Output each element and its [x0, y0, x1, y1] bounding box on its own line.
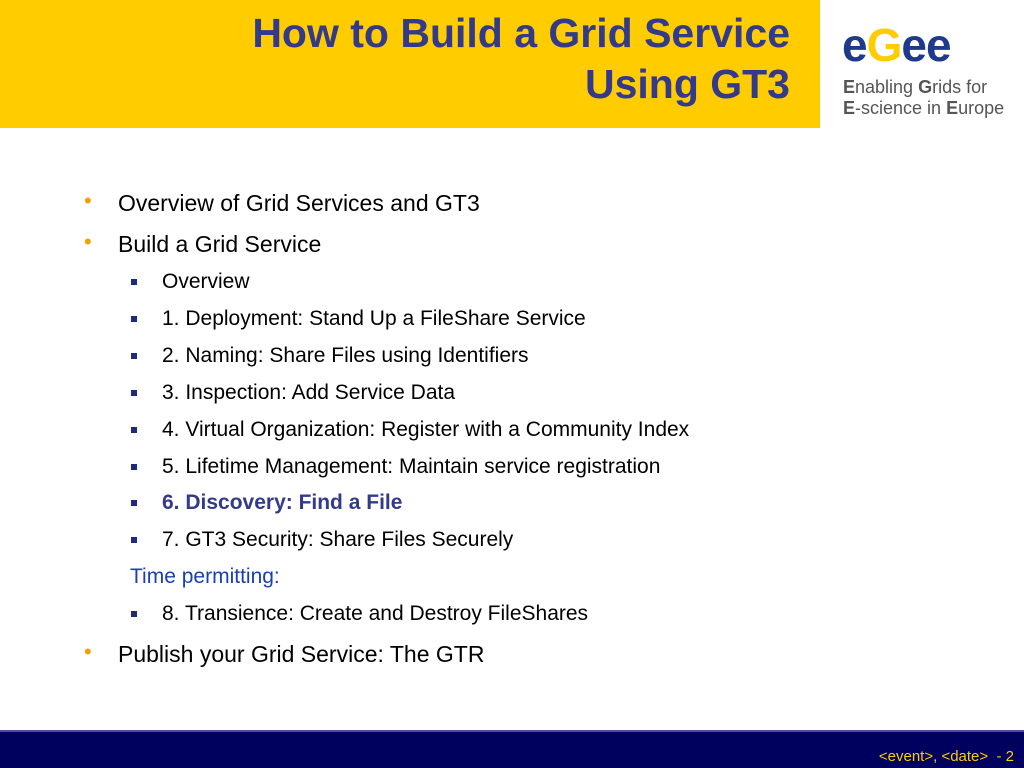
- sub-bullet-text: 8. Transience: Create and Destroy FileShares: [162, 602, 589, 625]
- square-bullet-icon: [131, 427, 137, 433]
- square-bullet-icon: [131, 537, 137, 543]
- square-bullet-icon: [131, 390, 137, 396]
- sub-bullet-text: 5. Lifetime Management: Maintain service registration: [162, 455, 661, 478]
- sub-bullet-text: 6. Discovery: Find a File: [162, 491, 403, 514]
- logo-mark-ee: ee: [901, 19, 951, 71]
- sub-bullet-text: 4. Virtual Organization: Register with a Community Index: [162, 418, 690, 441]
- footer-event-date-page: <event>, <date> - 2: [878, 748, 1014, 765]
- bullet-dot-icon: •: [84, 229, 92, 254]
- square-bullet-icon: [131, 464, 137, 470]
- sub-bullet-item: [162, 527, 513, 553]
- square-bullet-icon: [131, 316, 137, 322]
- sub-bullet-item: [162, 601, 588, 627]
- logo-text-urope: urope: [958, 98, 1005, 118]
- bullet-item: [84, 188, 480, 217]
- sub-bullet-item: [162, 343, 529, 369]
- bullet-item: [84, 229, 322, 258]
- bullet-dot-icon: •: [84, 639, 92, 664]
- footer-bar: [0, 730, 1024, 768]
- sub-bullet-item: [162, 380, 455, 406]
- logo-text-nabling: nabling: [855, 77, 919, 97]
- slide-title-line-1: How to Build a Grid Service: [252, 10, 790, 56]
- logo-mark-g: G: [866, 19, 902, 71]
- logo-letter-e-2: E: [843, 98, 856, 118]
- logo-letter-e-3: E: [946, 98, 959, 118]
- slide-title-line-2: Using GT3: [584, 61, 790, 107]
- logo-text-rids-for: rids for: [932, 77, 988, 97]
- sub-bullet-item: [162, 269, 250, 295]
- logo-letter-e: E: [843, 77, 856, 97]
- sub-bullet-item: [162, 454, 660, 480]
- bullet-dot-icon: •: [84, 188, 92, 213]
- square-bullet-icon: [131, 353, 137, 359]
- logo-mark-e: e: [842, 19, 867, 71]
- square-bullet-icon: [131, 611, 137, 617]
- time-permitting-note: Time permitting:: [130, 565, 280, 588]
- bullet-text: Overview of Grid Services and GT3: [118, 190, 480, 216]
- sub-bullet-text: 1. Deployment: Stand Up a FileShare Service: [162, 307, 586, 330]
- bullet-text: Publish your Grid Service: The GTR: [118, 641, 485, 667]
- sub-bullet-text: 7. GT3 Security: Share Files Securely: [162, 528, 514, 551]
- square-bullet-icon: [131, 500, 137, 506]
- sub-bullet-item: [162, 417, 689, 443]
- logo-text-science-in: -science in: [855, 98, 947, 118]
- sub-bullet-text: Overview: [162, 270, 250, 293]
- sub-bullet-item: [162, 306, 586, 332]
- logo-letter-g: G: [918, 77, 933, 97]
- sub-bullet-item-highlighted: [162, 490, 402, 516]
- square-bullet-icon: [131, 279, 137, 285]
- bullet-item: [84, 639, 485, 668]
- bullet-text: Build a Grid Service: [118, 231, 322, 257]
- sub-bullet-text: 2. Naming: Share Files using Identifiers: [162, 344, 529, 367]
- sub-bullet-text: 3. Inspection: Add Service Data: [162, 381, 456, 404]
